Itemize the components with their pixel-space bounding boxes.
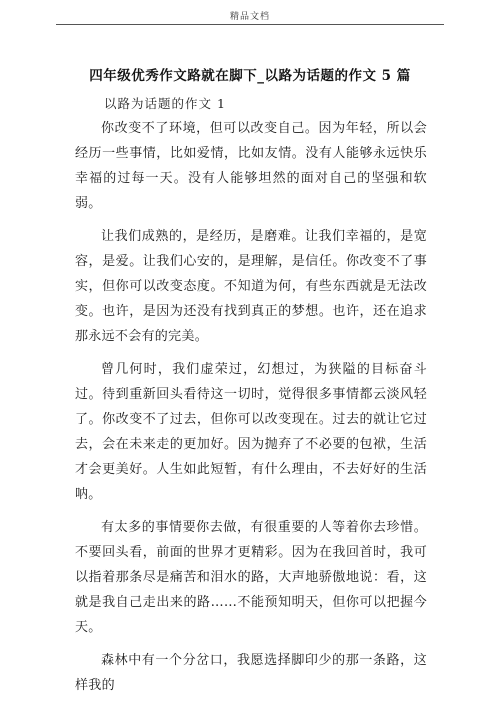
document-title: 四年级优秀作文路就在脚下_以路为话题的作文 5 篇: [89, 68, 411, 84]
header-divider: [56, 24, 444, 25]
document-body: [75, 116, 427, 706]
paragraph: 你改变不了环境，但可以改变自己。因为年轻，所以会经历一些事情，比如爱情，比如友情。没有人能够永远快乐幸福的过每一天。没有人能够坦然的面对自己的坚强和软弱。: [75, 121, 427, 211]
paragraph: 森林中有一个分岔口，我愿选择脚印少的那一条路，这样我的: [75, 653, 427, 693]
paragraph: 有太多的事情要你去做，有很重要的人等着你去珍惜。不要回头看，前面的世界才更精彩。因为在我回首时，我可以指着那条尽是痛苦和泪水的路，大声地骄傲地说：看，这就是我自己走出来的路……不能预知明天，但你可以把握今天。: [75, 520, 427, 635]
paragraph: 曾几何时，我们虚荣过，幻想过，为狭隘的目标奋斗过。待到重新回头看待这一切时，觉得很多事情都云淡风轻了。你改变不了过去，但你可以改变现在。过去的就让它过去，会在未来走的更加好。因为抛弃了不必要的包袱，生活才会更美好。人生如此短暂，有什么理由，不去好好的生活呐。: [75, 362, 427, 502]
document-subtitle: 以路为话题的作文 1: [104, 96, 226, 111]
paragraph: 让我们成熟的，是经历，是磨难。让我们幸福的，是宽容，是爱。让我们心安的，是理解，是信任。你改变不了事实，但你可以改变态度。不知道为何，有些东西就是无法改变。也许，是因为还没有找到真正的梦想。也许，还在追求那永远不会有的完美。: [75, 229, 427, 344]
header-label: 精品文档: [229, 12, 270, 22]
